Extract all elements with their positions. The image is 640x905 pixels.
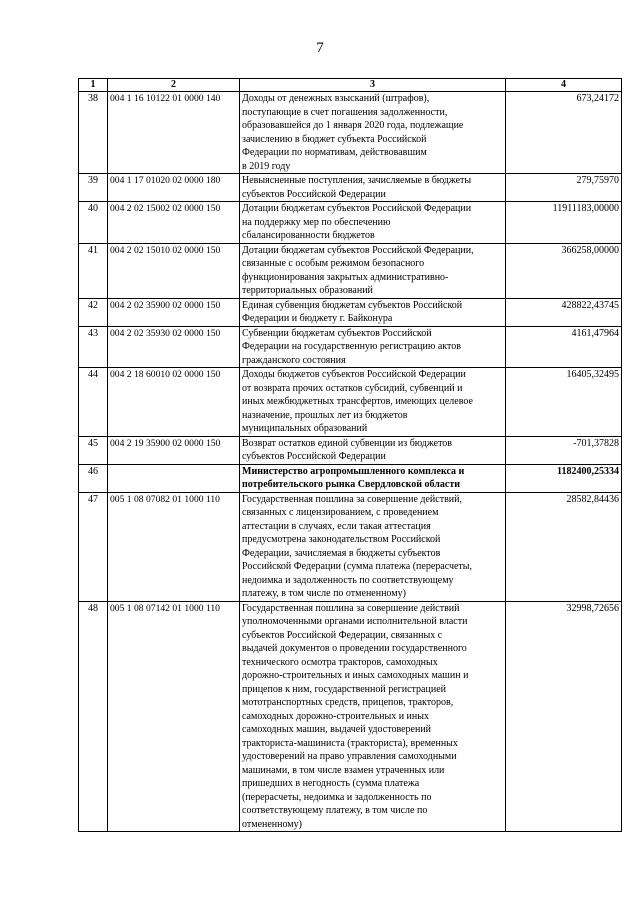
description-cell: Государственная пошлина за совершение действий, связанных с лицензированием, с проведением аттестации в случаях, если такая аттестация предусмотрена законодательством Российской Федерации, зачисляемая в бюджеты субъектов Российской Федерации (сумма платежа (перерасчеты, недоимка и задолженность по соответствующему платежу, в том числе по отмененному) <box>240 492 506 601</box>
table-row <box>79 298 622 326</box>
budget-code-cell: 004 2 02 15010 02 0000 150 <box>108 243 240 298</box>
row-number-cell: 44 <box>79 368 108 437</box>
row-number-cell: 41 <box>79 243 108 298</box>
budget-code-cell: 004 2 18 60010 02 0000 150 <box>108 368 240 437</box>
budget-code-cell: 004 1 17 01020 02 0000 180 <box>108 174 240 202</box>
amount-cell: 32998,72656 <box>506 601 622 832</box>
table-header-row <box>79 79 622 92</box>
row-number-cell: 40 <box>79 202 108 244</box>
row-number-cell: 43 <box>79 326 108 368</box>
table-row <box>79 492 622 601</box>
table-row <box>79 243 622 298</box>
header-col-2: 2 <box>108 79 240 92</box>
amount-cell: 279,75970 <box>506 174 622 202</box>
table-row <box>79 174 622 202</box>
description-cell: Дотации бюджетам субъектов Российской Федерации на поддержку мер по обеспечению сбалансированности бюджетов <box>240 202 506 244</box>
amount-cell: 11911183,00000 <box>506 202 622 244</box>
row-number-cell: 38 <box>79 92 108 174</box>
description-cell: Доходы бюджетов субъектов Российской Федерации от возврата прочих остатков субсидий, субвенций и иных межбюджетных трансфертов, имеющих целевое назначение, прошлых лет из бюджетов муниципальных образований <box>240 368 506 437</box>
row-number-cell: 47 <box>79 492 108 601</box>
budget-code-cell: 004 2 19 35900 02 0000 150 <box>108 436 240 464</box>
table-row <box>79 601 622 832</box>
row-number-cell: 48 <box>79 601 108 832</box>
amount-cell: 4161,47964 <box>506 326 622 368</box>
row-number-cell: 39 <box>79 174 108 202</box>
revenue-table <box>78 78 622 832</box>
header-col-1: 1 <box>79 79 108 92</box>
amount-cell: 428822,43745 <box>506 298 622 326</box>
table-row <box>79 436 622 464</box>
page-number: 7 <box>316 40 324 56</box>
description-cell: Министерство агропромышленного комплекса и потребительского рынка Свердловской области <box>240 464 506 492</box>
description-cell: Дотации бюджетам субъектов Российской Федерации, связанные с особым режимом безопасного функционирования закрытых административно- территориальных образований <box>240 243 506 298</box>
budget-code-cell <box>108 464 240 492</box>
table-row <box>79 464 622 492</box>
description-cell: Доходы от денежных взысканий (штрафов), поступающие в счет погашения задолженности, образовавшейся до 1 января 2020 года, подлежащие зачислению в бюджет субъекта Российской Федерации по нормативам, действовавшим в 2019 году <box>240 92 506 174</box>
amount-cell: 16405,32495 <box>506 368 622 437</box>
budget-code-cell: 004 1 16 10122 01 0000 140 <box>108 92 240 174</box>
header-col-4: 4 <box>506 79 622 92</box>
budget-code-cell: 004 2 02 35930 02 0000 150 <box>108 326 240 368</box>
table-row <box>79 326 622 368</box>
description-cell: Государственная пошлина за совершение действий уполномоченными органами исполнительной власти субъектов Российской Федерации, связанных с выдачей документов о проведении государственного технического осмотра тракторов, самоходных дорожно-строительных и иных самоходных машин и прицепов к ним, государственной регистрацией мототранспортных средств, прицепов, тракторов, самоходных дорожно-строительных и иных самоходных машин, выдачей удостоверений тракториста-машиниста (тракториста), временных удостоверений на право управления самоходными машинами, в том числе взамен утраченных или пришедших в негодность (сумма платежа (перерасчеты, недоимка и задолженность по соответствующему платежу, в том числе по отмененному) <box>240 601 506 832</box>
amount-cell: -701,37828 <box>506 436 622 464</box>
description-cell: Возврат остатков единой субвенции из бюджетов субъектов Российской Федерации <box>240 436 506 464</box>
amount-cell: 673,24172 <box>506 92 622 174</box>
table-body <box>79 92 622 832</box>
description-cell: Субвенции бюджетам субъектов Российской Федерации на государственную регистрацию актов гражданского состояния <box>240 326 506 368</box>
row-number-cell: 42 <box>79 298 108 326</box>
row-number-cell: 46 <box>79 464 108 492</box>
table-row <box>79 202 622 244</box>
budget-code-cell: 005 1 08 07082 01 1000 110 <box>108 492 240 601</box>
description-cell: Невыясненные поступления, зачисляемые в бюджеты субъектов Российской Федерации <box>240 174 506 202</box>
header-col-3: 3 <box>240 79 506 92</box>
table-row <box>79 92 622 174</box>
amount-cell: 1182400,25334 <box>506 464 622 492</box>
budget-code-cell: 004 2 02 35900 02 0000 150 <box>108 298 240 326</box>
budget-code-cell: 004 2 02 15002 02 0000 150 <box>108 202 240 244</box>
budget-code-cell: 005 1 08 07142 01 1000 110 <box>108 601 240 832</box>
amount-cell: 28582,84436 <box>506 492 622 601</box>
amount-cell: 366258,00000 <box>506 243 622 298</box>
description-cell: Единая субвенция бюджетам субъектов Российской Федерации и бюджету г. Байконура <box>240 298 506 326</box>
row-number-cell: 45 <box>79 436 108 464</box>
table-row <box>79 368 622 437</box>
